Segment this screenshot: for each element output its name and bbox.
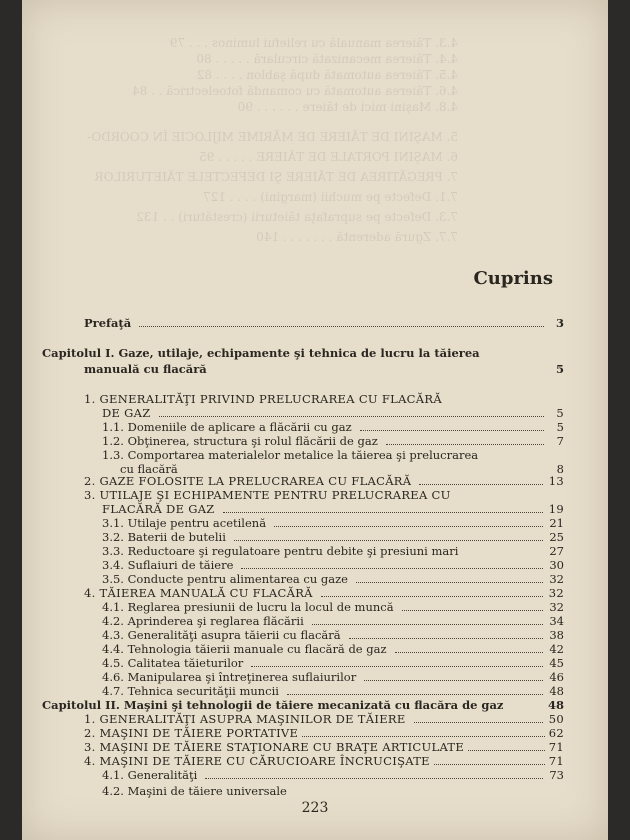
toc-entry-prefata — [84, 316, 564, 330]
section-title: 4. MAŞINI DE TĂIERE CU CĂRUCIOARE ÎNCRUCIŞATE 71 — [84, 754, 564, 768]
toc-entry: 4.6. Manipularea şi întreţinerea suflaiurilor 46 — [102, 670, 564, 684]
toc-entry-cont: cu flacără 8 — [120, 462, 564, 476]
ghost-line: 5. MAŞINI DE TĂIERE DE MĂRIME MIJLOCIE ÎN COORDO- — [86, 130, 458, 144]
section-title: 3. MAŞINI DE TĂIERE STAŢIONARE CU BRAŢE ARTICULATE 71 — [84, 740, 564, 754]
bleed-through-text — [22, 0, 608, 300]
ghost-line: 7.7. Zgură aderentă . . . . . . . 140 — [256, 230, 458, 244]
toc-entry: 1.3. Comportarea materialelor metalice la tăierea şi prelucrarea — [102, 448, 479, 462]
toc-entry: 3.2. Baterii de butelii 25 — [102, 530, 564, 544]
toc-entry: 3.4. Suflaiuri de tăiere 30 — [102, 558, 564, 572]
toc-entry: 3.5. Conducte pentru alimentarea cu gaze 32 — [102, 572, 564, 586]
ghost-line: 4.6. Tăierea automată cu comandă fotoelectrică . . 84 — [131, 84, 458, 98]
toc-entry: 4.2. Aprinderea şi reglarea flăcării 34 — [102, 614, 564, 628]
chapter-title-cont: manuală cu flacără 5 — [84, 362, 564, 376]
section-title: 3. UTILAJE ŞI ECHIPAMENTE PENTRU PRELUCRAREA CU — [84, 488, 451, 502]
toc-entry-page: 3 — [555, 316, 564, 330]
toc-entry: 4.7. Tehnica securităţii muncii 48 — [102, 684, 564, 698]
toc-entry: 4.1. Reglarea presiunii de lucru la locul de muncă 32 — [102, 600, 564, 614]
toc-entry: 1.1. Domeniile de aplicare a flăcării cu gaz 5 — [102, 420, 564, 434]
toc-entry: 1.2. Obţinerea, structura şi rolul flăcării de gaz 7 — [102, 434, 564, 448]
toc-entry-page: 5 — [555, 362, 564, 376]
chapter-title: Capitolul I. Gaze, utilaje, echipamente şi tehnica de lucru la tăierea — [42, 346, 480, 360]
section-title-cont: FLACĂRĂ DE GAZ 19 — [102, 502, 564, 516]
toc-entry-title: Prefaţă — [84, 316, 132, 330]
ghost-line: 4.5. Tăierea automată după şablon . . . . 82 — [196, 68, 458, 82]
ghost-line: 4.3. Tăierea manuală cu reliefui luminos . . . 79 — [169, 36, 458, 50]
page-number: 223 — [301, 800, 329, 816]
ghost-line: 4.8. Maşini mici de tăiere . . . . . . 90 — [237, 100, 458, 114]
ghost-line: 6. MAŞINI PORTALE DE TĂIERE . . . . . 95 — [199, 150, 458, 164]
toc-entry: 4.3. Generalităţi asupra tăierii cu flacără 38 — [102, 628, 564, 642]
toc-entry: 4.4. Tehnologia tăierii manuale cu flacără de gaz 42 — [102, 642, 564, 656]
ghost-line: 7. PREGĂTIREA DE TĂIERE ŞI DEFECTELE TĂIETURILOR — [94, 170, 458, 184]
ghost-line: 4.4. Tăierea mecanizată circulară . . . . . 80 — [196, 52, 458, 66]
toc-entry: 4.2. Maşini de tăiere universale — [102, 784, 287, 798]
page-title: Cuprins — [473, 268, 553, 289]
chapter-title: Capitolul II. Maşini şi tehnologii de tăiere mecanizată cu flacăra de gaz 48 — [42, 698, 564, 712]
ghost-line: 7.3. Defecte pe suprafaţa tăieturii (crestături) . . 132 — [136, 210, 458, 224]
book-page — [22, 0, 608, 840]
section-title: 2. GAZE FOLOSITE LA PRELUCRAREA CU FLACĂRĂ 13 — [84, 474, 564, 488]
toc-entry: 4.1. Generalităţi 73 — [102, 768, 564, 782]
section-title: 4. TĂIEREA MANUALĂ CU FLACĂRĂ 32 — [84, 586, 564, 600]
toc-entry: 3.3. Reductoare şi regulatoare pentru debite şi presiuni mari 27 — [102, 544, 564, 558]
section-title: 1. GENERALITĂŢI PRIVIND PRELUCRAREA CU FLACĂRĂ — [84, 392, 442, 406]
section-title: 2. MAŞINI DE TĂIERE PORTATIVE 62 — [84, 726, 564, 740]
toc-entry: 3.1. Utilaje pentru acetilenă 21 — [102, 516, 564, 530]
section-title-cont: DE GAZ 5 — [102, 406, 564, 420]
ghost-line: 7.1. Defecte pe muchii (margini) . . . . 127 — [202, 190, 458, 204]
toc-entry: 4.5. Calitatea tăieturilor 45 — [102, 656, 564, 670]
section-title: 1. GENERALITĂŢI ASUPRA MAŞINILOR DE TĂIERE 50 — [84, 712, 564, 726]
